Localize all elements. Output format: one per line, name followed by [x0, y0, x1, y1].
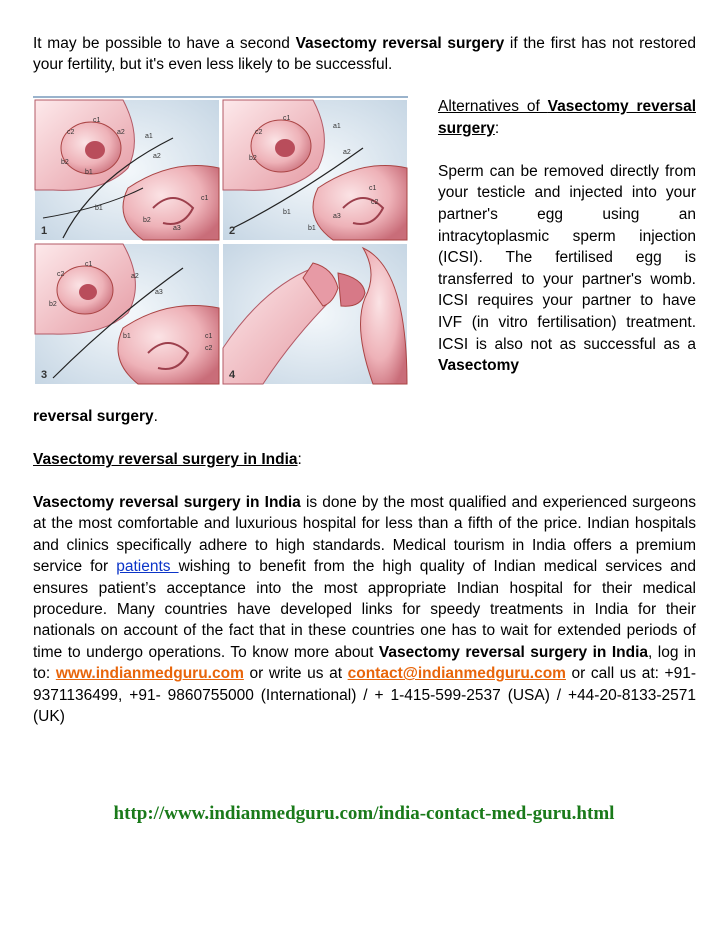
figure-label: c1	[283, 115, 291, 122]
figure-label: c2	[57, 271, 65, 278]
figure-label: c2	[67, 129, 75, 136]
illustration-svg	[33, 98, 408, 386]
figure-label: b2	[143, 217, 151, 224]
figure-label: b1	[85, 169, 93, 176]
figure-label: a1	[333, 123, 341, 130]
figure-label: a3	[155, 289, 163, 296]
alternatives-tail: reversal surgery.	[33, 408, 158, 425]
vasectomy-reversal-illustration	[33, 96, 408, 388]
figure-label: b1	[123, 333, 131, 340]
intro-bold-term: Vasectomy reversal surgery	[295, 35, 505, 52]
panel-number-1: 1	[41, 225, 48, 237]
figure-label: b1	[308, 225, 316, 232]
main-paragraph: Vasectomy reversal surgery in India is done by the most qualified and experienced surgeons at the most comfortable and luxurious hospital for less than a fifth of the price. Indian hospitals and clinics specifically adhere to high standards. Medical tourism in India offers a premium service for patients wishing to benefit from the high quality of Indian medical services and ensures patient’s acceptance into the most appropriate Indian hospital for their medical procedure. Many countries have developed links for speedy treatments in India for their nationals on account of the fact that in these countries one has to wait for extended periods of time to undergo operations. To know more about Vasectomy reversal surgery in India, log in to: www.indianmedguru.com or write us at contact@indianmedguru.com or call us at: +91-9371136499, +91- 9860755000 (International) / + 1-415-599-2537 (USA) / +44-20-8133-2571 (UK)	[33, 494, 697, 726]
figure-label: b1	[283, 209, 291, 216]
figure-label: c1	[205, 333, 213, 340]
website-link[interactable]: www.indianmedguru.com	[55, 665, 244, 683]
email-link[interactable]: contact@indianmedguru.com	[347, 665, 566, 683]
figure-label: b2	[61, 159, 69, 166]
figure-label: c2	[255, 129, 263, 136]
figure-label: a2	[117, 129, 125, 136]
contact-page-url[interactable]: http://www.indianmedguru.com/india-contact-med-guru.html	[113, 803, 615, 824]
figure-label: c2	[205, 345, 213, 352]
figure-label: c1	[369, 185, 377, 192]
figure-label: b2	[49, 301, 57, 308]
figure-label: a2	[343, 149, 351, 156]
figure-label: c1	[85, 261, 93, 268]
figure-label: a3	[333, 213, 341, 220]
figure-label: a3	[173, 225, 181, 232]
alternatives-heading: Alternatives of Vasectomy reversal surgery	[438, 98, 696, 137]
alternatives-section: Alternatives of Vasectomy reversal surgery: Sperm can be removed directly from your testicle and injected into your partner's egg using an intracytoplasmic sperm injection (ICSI). The fertilised egg is transferred to your partner's womb. ICSI requires your partner to have IVF (in vitro fertilisation) treatment. ICSI is also not as successful as a Vasectomy	[438, 98, 696, 375]
panel-number-2: 2	[229, 225, 236, 237]
figure-label: c1	[201, 195, 209, 202]
figure-label: a2	[131, 273, 139, 280]
india-section-heading: Vasectomy reversal surgery in India:	[33, 451, 302, 468]
patients-link[interactable]: patients	[116, 558, 179, 576]
figure-label: a2	[153, 153, 161, 160]
alternatives-body: Sperm can be removed directly from your testicle and injected into your partner's egg using an intracytoplasmic sperm injection (ICSI). The fertilised egg is transferred to your partner's womb. ICSI requires your partner to have IVF (in vitro fertilisation) treatment. ICSI is also not as successful as a	[438, 162, 696, 353]
intro-paragraph: It may be possible to have a second Vasectomy reversal surgery if the first has not restored your fertility, but it's even less likely to be successful.	[33, 35, 696, 74]
figure-label: a1	[145, 133, 153, 140]
figure-label: b2	[249, 155, 257, 162]
figure-label: c2	[371, 199, 379, 206]
figure-label: b1	[95, 205, 103, 212]
figure-label: c1	[93, 117, 101, 124]
panel-number-3: 3	[41, 369, 48, 381]
panel-number-4: 4	[229, 369, 236, 381]
